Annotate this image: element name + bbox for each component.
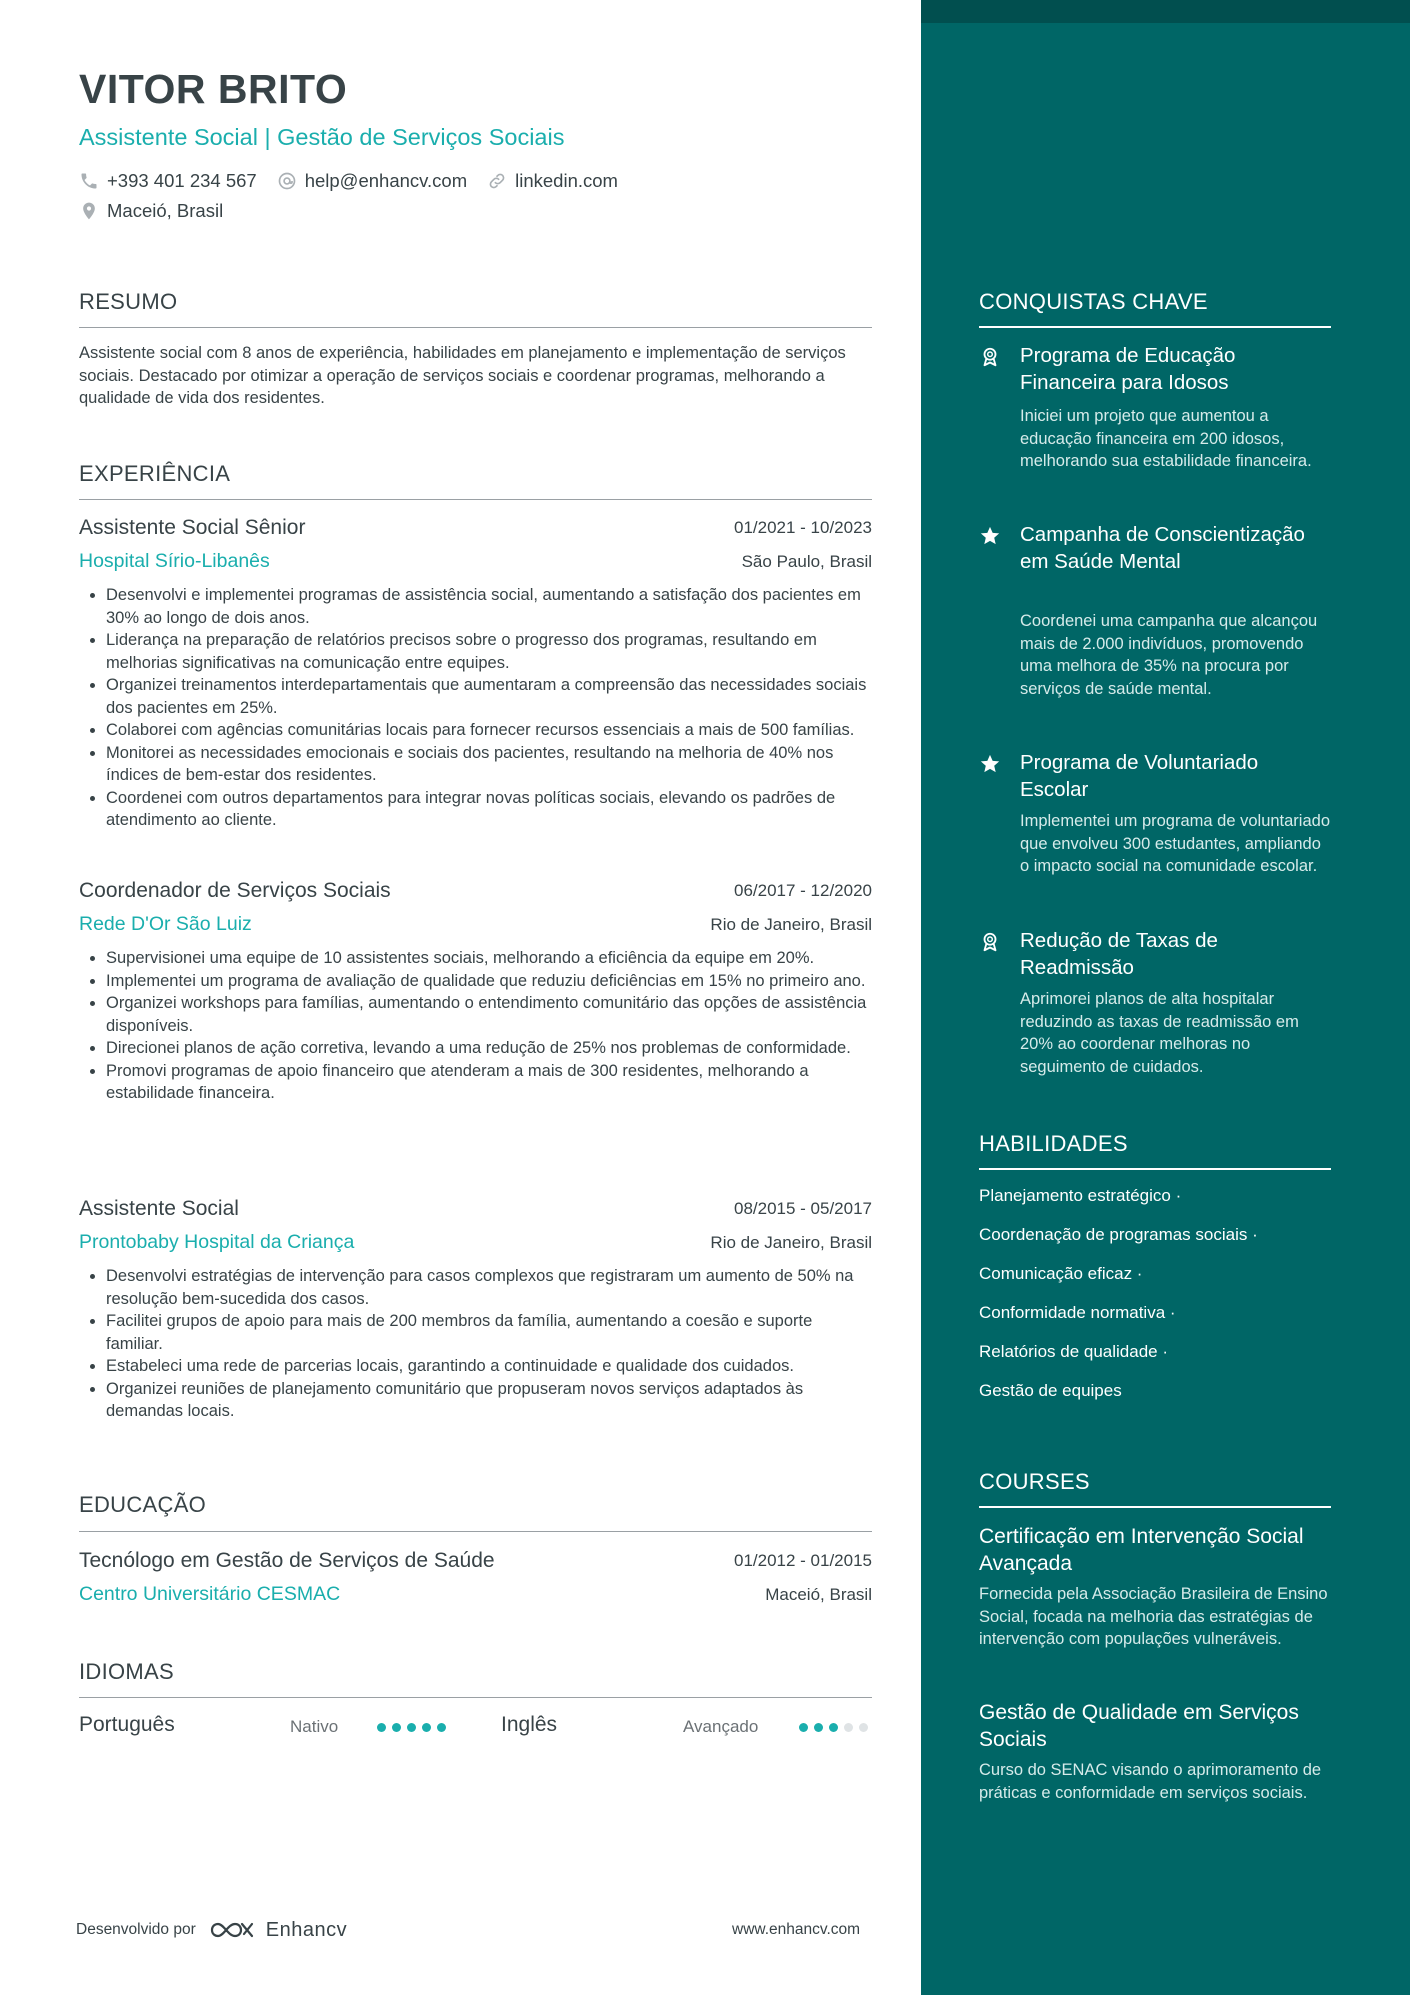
job-dates: 08/2015 - 05/2017 [733,1199,872,1218]
location-pin-icon [79,201,99,221]
skill-item: Conformidade normativa · [979,1303,1176,1322]
courses-title: COURSES [979,1469,1090,1494]
job-location: Rio de Janeiro, Brasil [710,1233,872,1252]
skill-item: Planejamento estratégico · [979,1186,1182,1205]
languages-title: IDIOMAS [79,1659,174,1684]
skills-divider [979,1168,1331,1170]
linkedin-text: linkedin.com [515,170,618,191]
rating-dot-filled [377,1723,386,1732]
education-dates: 01/2012 - 01/2015 [733,1551,872,1570]
location-text: Maceió, Brasil [107,200,224,221]
language-rating [377,1723,452,1732]
job-bullet: • Organizei treinamentos interdepartamentais que aumentaram a compreensão das necessidades sociais dos pacientes em 25%. [106,674,872,719]
achievement-title: Programa de Voluntariado Escolar [1020,751,1259,801]
job-bullet: • Desenvolvi estratégias de intervenção para casos complexos que registraram um aumento de 50% na resolução bem-sucedida dos casos. [106,1265,872,1310]
developed-by-text: Desenvolvido por [76,1921,196,1938]
achievement-desc: Implementei um programa de voluntariado que envolveu 300 estudantes, ampliando o impacto social na comunidade escolar. [1020,812,1330,875]
candidate-name: VITOR BRITO [79,66,348,112]
skill-item: Comunicação eficaz · [979,1264,1143,1283]
degree-title: Tecnólogo em Gestão de Serviços de Saúde [79,1549,495,1572]
job-bullet: • Organizei reuniões de planejamento comunitário que propuseram novos serviços adaptados às demandas locais. [106,1378,872,1423]
language-level: Nativo [290,1717,339,1736]
enhancv-wordmark: Enhancv [265,1918,348,1941]
star-icon [979,525,1001,547]
summary-title: RESUMO [79,289,178,314]
link-icon [487,171,507,191]
school-name: Centro Universitário CESMAC [79,1583,341,1605]
language-name: Português [79,1713,175,1736]
job-bullet: • Liderança na preparação de relatórios precisos sobre o progresso dos programas, resultando em melhorias significativas na comunicação entre equipes. [106,629,872,674]
job-title: Coordenador de Serviços Sociais [79,879,391,902]
job-bullet: • Colaborei com agências comunitárias locais para fornecer recursos essenciais a mais de 500 famílias. [106,719,872,742]
summary-text: Assistente social com 8 anos de experiência, habilidades em planejamento e implementação de serviços sociais. Destacado por otimizar a operação de serviços sociais e coordenar programas, melhorando a qualidade de vida dos residentes. [79,344,846,407]
achievements-divider [979,326,1331,328]
languages-row [79,1713,872,1743]
achievement-title: Redução de Taxas de Readmissão [1020,929,1218,979]
job-dates: 01/2021 - 10/2023 [733,518,872,537]
achievements-title: CONQUISTAS CHAVE [979,289,1208,314]
achievement-desc: Aprimorei planos de alta hospitalar reduzindo as taxas de readmissão em 20% ao coordenar melhoras no seguimento de cuidados. [1020,990,1299,1076]
job-title: Assistente Social [79,1197,239,1220]
job-company: Hospital Sírio-Libanês [79,550,270,572]
enhancv-logo-icon [208,1918,258,1942]
rating-dot-filled [437,1723,446,1732]
course-desc: Curso do SENAC visando o aprimoramento de práticas e conformidade em serviços sociais. [979,1761,1322,1802]
education-divider [79,1531,872,1532]
contact-location [79,200,223,222]
email-text: help@enhancv.com [304,170,468,191]
job-company: Rede D'Or São Luiz [79,913,252,935]
rating-dot-filled [392,1723,401,1732]
job-bullet: • Estabeleci uma rede de parcerias locais, garantindo a continuidade e qualidade dos cuidados. [106,1355,872,1378]
job-bullet: • Facilitei grupos de apoio para mais de 200 membros da família, aumentando a coesão e suporte familiar. [106,1310,872,1355]
achievement-desc: Iniciei um projeto que aumentou a educação financeira em 200 idosos, melhorando sua estabilidade financeira. [1020,407,1312,470]
course-title: Gestão de Qualidade em Serviços Sociais [979,1701,1299,1751]
skills-title: HABILIDADES [979,1131,1128,1156]
footer-brand [76,1918,347,1942]
job-bullets [79,584,872,832]
job-location: Rio de Janeiro, Brasil [710,915,872,934]
contact-linkedin[interactable] [487,170,618,192]
job-bullet: • Promovi programas de apoio financeiro que atenderam a mais de 300 residentes, melhorando a estabilidade financeira. [106,1060,872,1105]
job-bullet: • Supervisionei uma equipe de 10 assistentes sociais, melhorando a eficiência da equipe em 20%. [106,947,872,970]
award-icon [979,346,1001,368]
achievement-title: Programa de Educação Financeira para Idosos [1020,344,1236,394]
language-level: Avançado [683,1717,759,1736]
job-company: Prontobaby Hospital da Criança [79,1231,355,1253]
experience-divider [79,499,872,500]
course-desc: Fornecida pela Associação Brasileira de Ensino Social, focada na melhoria das estratégias de intervenção com populações vulneráveis. [979,1585,1328,1648]
skill-item: Coordenação de programas sociais · [979,1225,1258,1244]
achievement-title: Campanha de Conscientização em Saúde Mental [1020,523,1305,573]
job-bullet: • Direcionei planos de ação corretiva, levando a uma redução de 25% nos problemas de conformidade. [106,1037,872,1060]
summary-divider [79,327,872,328]
phone-icon [79,171,99,191]
job-location: São Paulo, Brasil [741,552,872,571]
contact-email[interactable] [277,170,467,192]
skill-item: Relatórios de qualidade · [979,1342,1169,1361]
award-icon [979,931,1001,953]
job-bullet: • Organizei workshops para famílias, aumentando o entendimento comunitário das opções de assistência disponíveis. [106,992,872,1037]
job-dates: 06/2017 - 12/2020 [733,881,872,900]
rating-dot-filled [407,1723,416,1732]
candidate-headline: Assistente Social | Gestão de Serviços Sociais [79,124,565,150]
language-rating [799,1723,874,1732]
skill-item: Gestão de equipes [979,1381,1122,1400]
achievement-desc: Coordenei uma campanha que alcançou mais de 2.000 indivíduos, promovendo uma melhora de 35% na procura por serviços de saúde mental. [1020,612,1318,698]
location-row [79,200,243,222]
courses-divider [979,1506,1331,1508]
course-title: Certificação em Intervenção Social Avançada [979,1525,1304,1575]
job-bullet: • Implementei um programa de avaliação de qualidade que reduziu deficiências em 15% no primeiro ano. [106,970,872,993]
job-bullet: • Monitorei as necessidades emocionais e sociais dos pacientes, resultando na melhoria de 40% nos índices de bem-estar dos residentes. [106,742,872,787]
education-location: Maceió, Brasil [765,1585,872,1604]
contact-phone[interactable] [79,170,257,192]
job-bullet: • Coordenei com outros departamentos para integrar novas políticas sociais, elevando os padrões de atendimento ao cliente. [106,787,872,832]
rating-dot-empty [844,1723,853,1732]
experience-title: EXPERIÊNCIA [79,461,231,486]
rating-dot-filled [799,1723,808,1732]
sidebar [921,0,1410,1995]
job-bullet: • Desenvolvi e implementei programas de assistência social, aumentando a satisfação dos pacientes em 30% ao longo de dois anos. [106,584,872,629]
contact-row [79,170,638,192]
star-icon [979,753,1001,775]
phone-text: +393 401 234 567 [107,170,257,191]
language-name: Inglês [501,1713,558,1736]
job-bullets [79,947,872,1105]
job-title: Assistente Social Sênior [79,516,306,539]
rating-dot-filled [422,1723,431,1732]
education-title: EDUCAÇÃO [79,1492,207,1517]
rating-dot-filled [814,1723,823,1732]
footer-website[interactable]: www.enhancv.com [732,1921,861,1938]
job-bullets [79,1265,872,1423]
at-icon [277,171,297,191]
rating-dot-filled [829,1723,838,1732]
languages-divider [79,1697,872,1698]
sidebar-top-band [921,0,1410,23]
rating-dot-empty [859,1723,868,1732]
